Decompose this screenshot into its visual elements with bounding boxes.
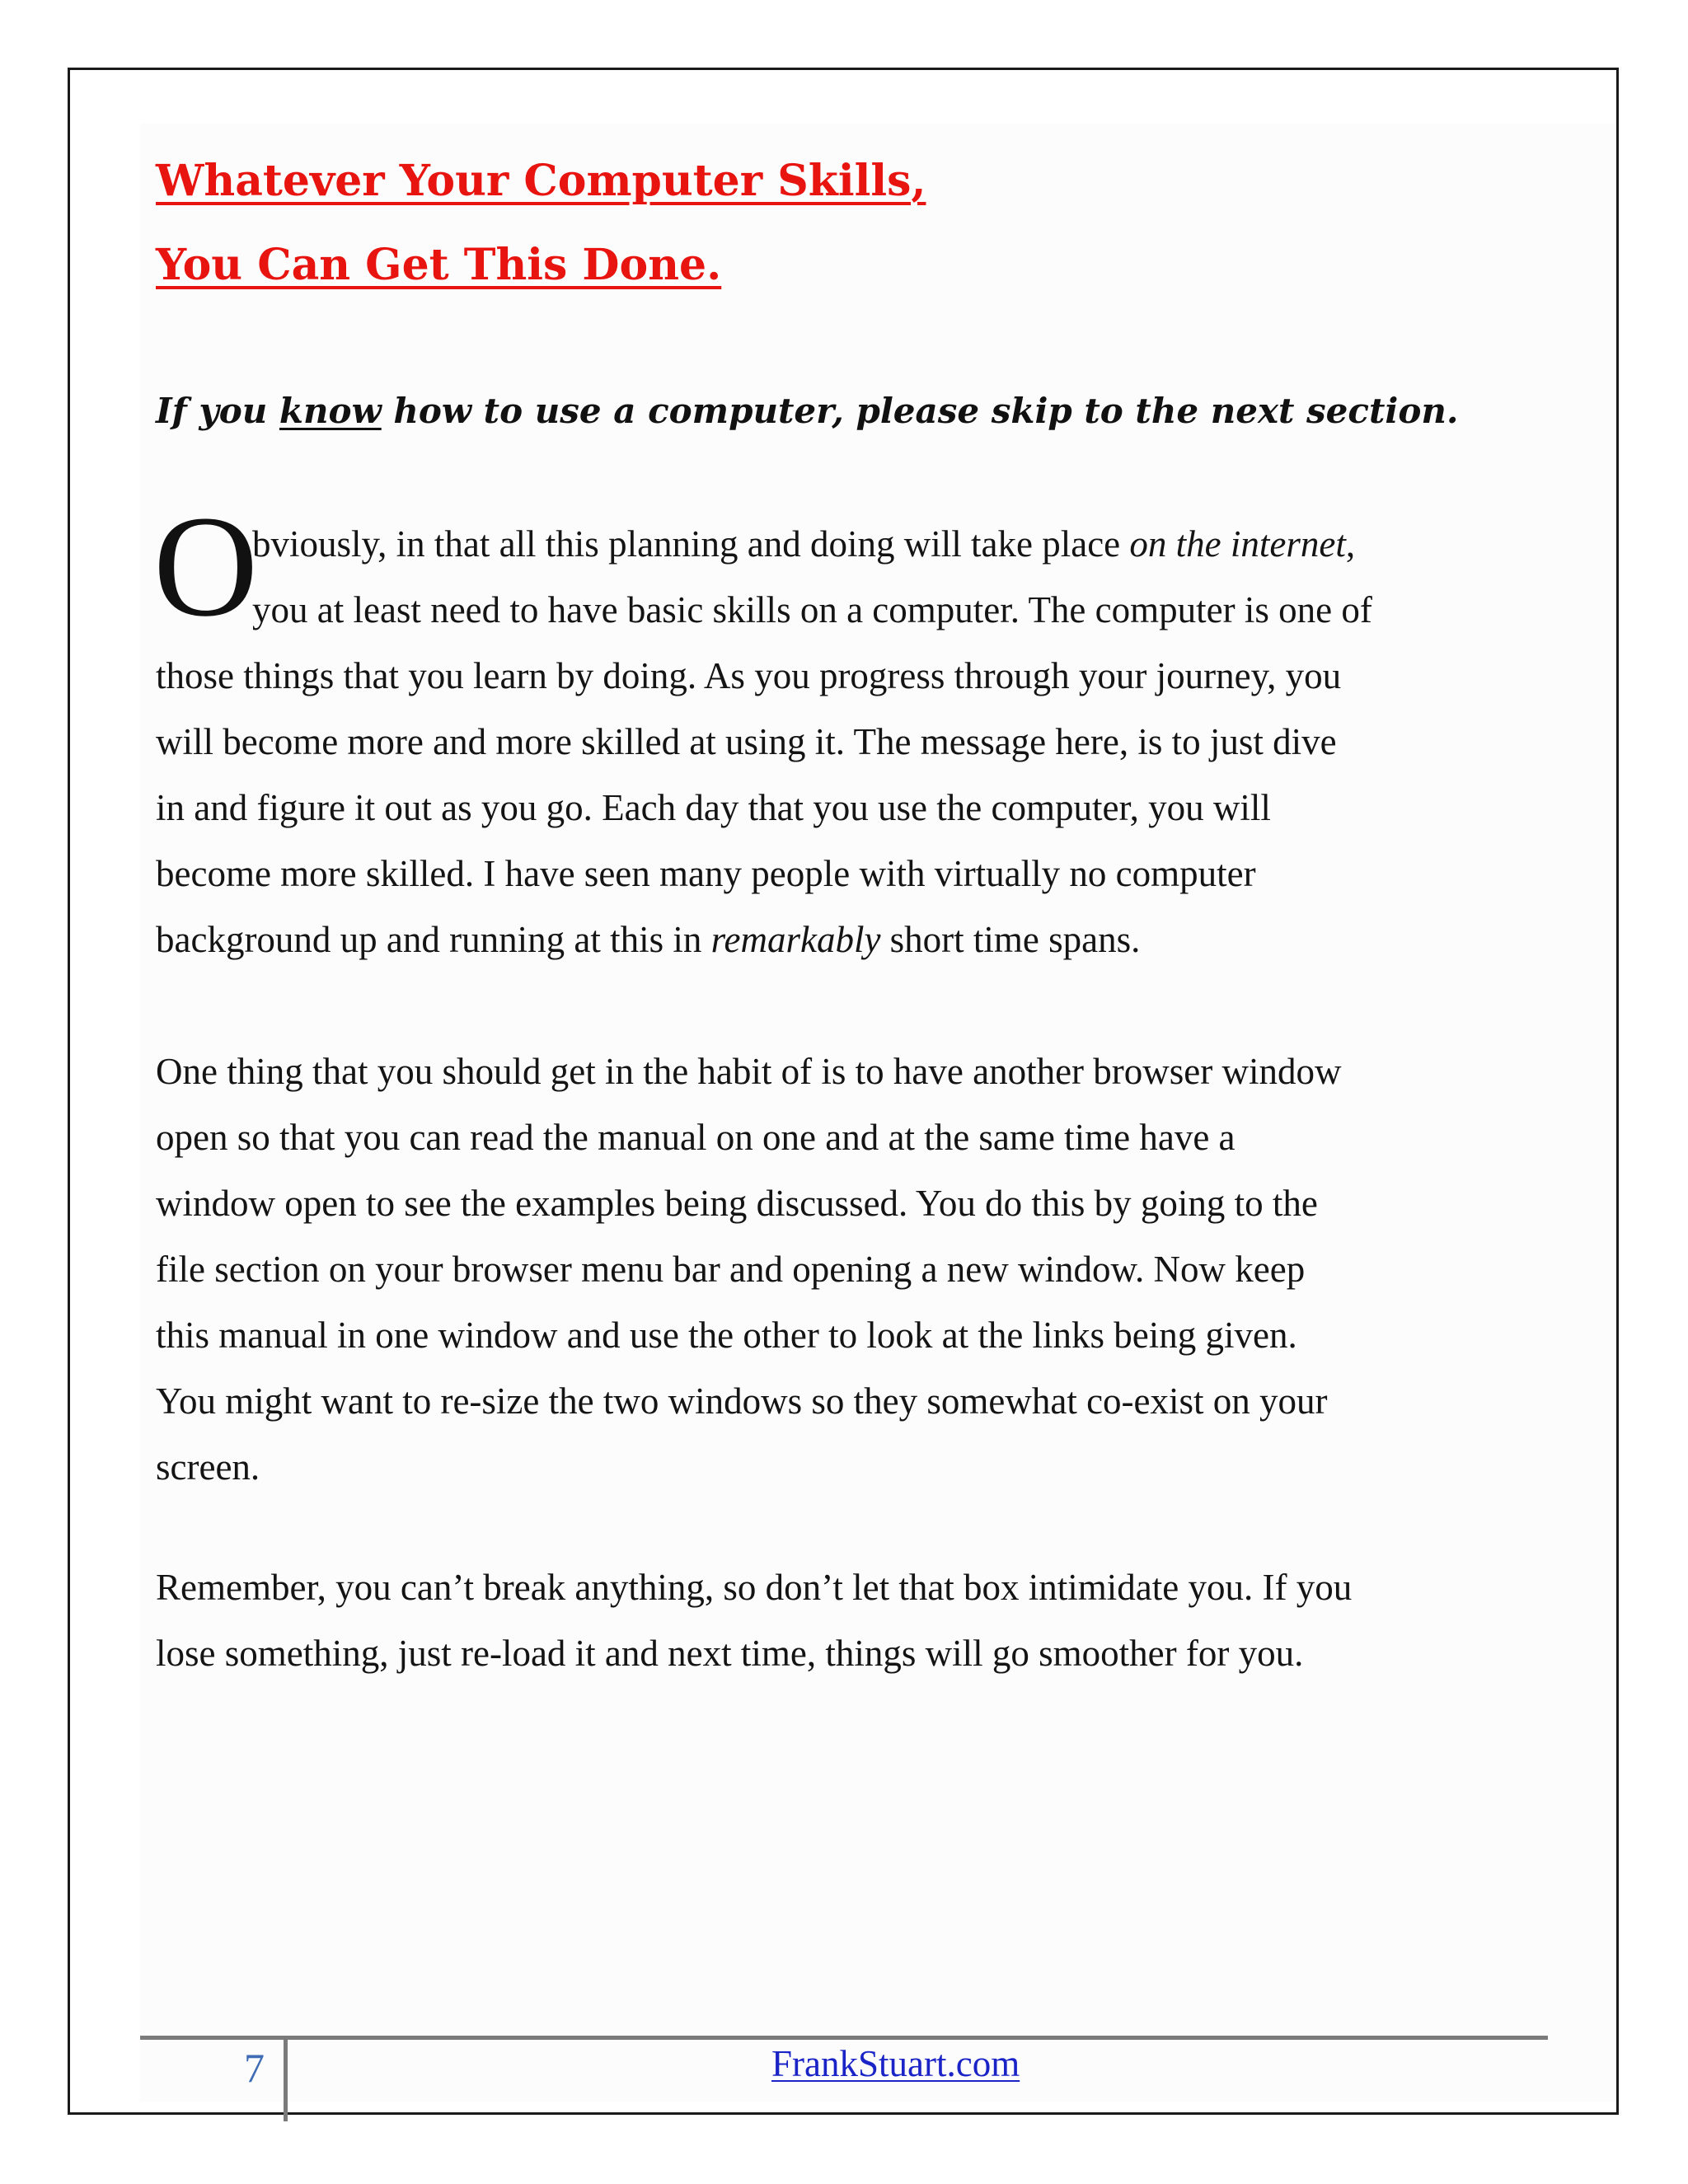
p1-l7-italic: remarkably [710,919,881,960]
p1-l1-text: bviously, in that all this planning and doing will take place [252,523,1130,565]
lead-underlined-word: know [279,391,382,431]
paragraph-1-line-1 [252,511,1355,577]
website-link[interactable]: FrankStuart.com [771,2043,1020,2084]
page-number: 7 [244,2045,265,2091]
paragraph-2-line-1: One thing that you should get in the habit of is to have another browser window [156,1051,1342,1092]
paragraph-3-line-1: Remember, you can’t break anything, so don’t let that box intimidate you. If you [156,1567,1353,1608]
lead-part-2: how to use a computer, please skip to the next section. [381,391,1459,431]
paragraph-1-line-5: in and figure it out as you go. Each day that you use the computer, you will [156,787,1271,828]
paragraph-2-line-2: open so that you can read the manual on one and at the same time have a [156,1117,1236,1158]
section-heading-line-1: Whatever Your Computer Skills, [156,156,926,206]
footer-divider [284,2039,288,2121]
paragraph-2-line-4: file section on your browser menu bar and opening a new window. Now keep [156,1249,1306,1290]
paragraph-2-line-7: screen. [156,1446,260,1488]
section-heading-line-2: You Can Get This Done. [156,240,722,290]
paragraph-1-line-2: you at least need to have basic skills on a computer. The computer is one of [252,589,1372,630]
paragraph-1-line-6: become more skilled. I have seen many people with virtually no computer [156,853,1256,894]
paragraph-2-line-3: window open to see the examples being discussed. You do this by going to the [156,1183,1318,1224]
paragraph-2-line-6: You might want to re-size the two windows so they somewhat co-exist on your [156,1380,1328,1422]
paragraph-2-line-5: this manual in one window and use the other to look at the links being given. [156,1315,1297,1356]
lead-part-1: If you [156,391,279,431]
drop-cap-letter: O [153,486,259,647]
paragraph-1-line-7 [156,907,1140,972]
paragraph-1-line-4: will become more and more skilled at using it. The message here, is to just dive [156,721,1337,762]
p1-l1-italic: on the internet [1129,523,1346,565]
p1-l7-text: background up and running at this in [156,919,711,960]
p1-l7-tail: short time spans. [880,919,1141,960]
paragraph-3-line-2: lose something, just re-load it and next time, things will go smoother for you. [156,1633,1304,1674]
lead-sentence [156,391,1459,431]
paragraph-1-line-3: those things that you learn by doing. As you progress through your journey, you [156,655,1342,696]
footer-rule [140,2036,1548,2040]
p1-l1-tail: , [1345,523,1356,565]
